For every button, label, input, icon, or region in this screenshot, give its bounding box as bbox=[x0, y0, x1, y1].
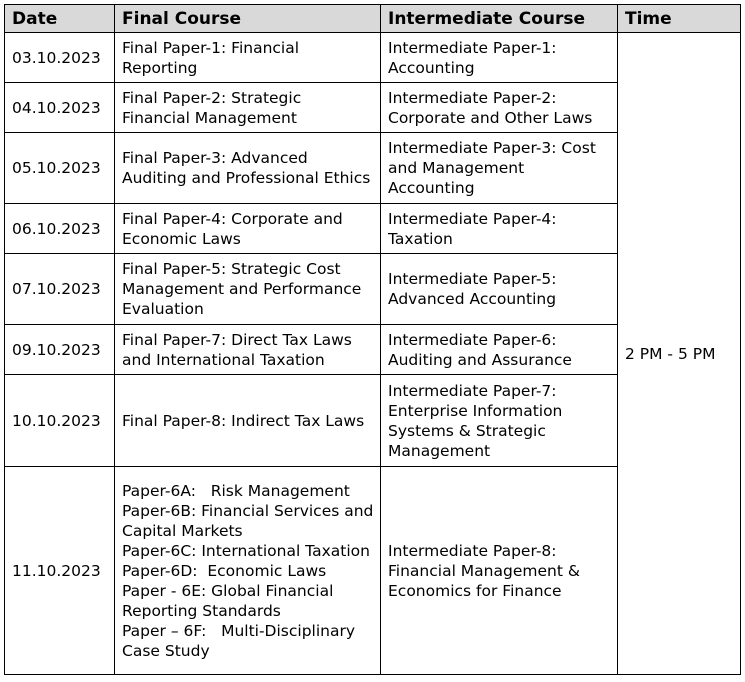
final-paper-line: Paper-6B: Financial Services and bbox=[122, 501, 374, 520]
row-date: 05.10.2023 bbox=[5, 133, 115, 204]
row-date: 11.10.2023 bbox=[5, 467, 115, 675]
row-intermediate-paper: Intermediate Paper-1: Accounting bbox=[381, 33, 618, 83]
row-date: 06.10.2023 bbox=[5, 204, 115, 254]
row-final-paper: Final Paper-8: Indirect Tax Laws bbox=[115, 375, 381, 467]
exam-schedule-table bbox=[4, 4, 741, 675]
table-header bbox=[5, 5, 741, 33]
table-row bbox=[5, 33, 741, 83]
header-final-course: Final Course bbox=[115, 5, 381, 33]
row-final-paper: Final Paper-4: Corporate and Economic Laws bbox=[115, 204, 381, 254]
final-paper-line: Paper - 6E: Global Financial bbox=[122, 581, 334, 600]
row-date: 07.10.2023 bbox=[5, 254, 115, 325]
row-final-paper: Final Paper-3: Advanced Auditing and Professional Ethics bbox=[115, 133, 381, 204]
row-final-paper: Final Paper-1: Financial Reporting bbox=[115, 33, 381, 83]
final-paper-line: Capital Markets bbox=[122, 521, 243, 540]
final-paper-line: Paper-6C: International Taxation bbox=[122, 541, 370, 560]
row-date: 04.10.2023 bbox=[5, 83, 115, 133]
row-intermediate-paper: Intermediate Paper-7: Enterprise Information Systems & Strategic Management bbox=[381, 375, 618, 467]
row-final-paper: Final Paper-5: Strategic Cost Management and Performance Evaluation bbox=[115, 254, 381, 325]
final-paper-line: Reporting Standards bbox=[122, 601, 281, 620]
row-final-paper: Final Paper-7: Direct Tax Laws and International Taxation bbox=[115, 325, 381, 375]
header-row bbox=[5, 5, 741, 33]
row-final-papers-list bbox=[115, 467, 381, 675]
header-date: Date bbox=[5, 5, 115, 33]
final-paper-line: Paper-6D: Economic Laws bbox=[122, 561, 327, 580]
final-paper-line: Case Study bbox=[122, 641, 210, 660]
row-date: 03.10.2023 bbox=[5, 33, 115, 83]
row-date: 10.10.2023 bbox=[5, 375, 115, 467]
header-intermediate-course: Intermediate Course bbox=[381, 5, 618, 33]
time-slot: 2 PM - 5 PM bbox=[618, 33, 741, 675]
final-paper-line: Paper – 6F: Multi-Disciplinary bbox=[122, 621, 356, 640]
row-intermediate-paper: Intermediate Paper-8: Financial Management & Economics for Finance bbox=[381, 467, 618, 675]
table-body bbox=[5, 33, 741, 675]
row-final-paper: Final Paper-2: Strategic Financial Management bbox=[115, 83, 381, 133]
row-intermediate-paper: Intermediate Paper-5: Advanced Accounting bbox=[381, 254, 618, 325]
row-date: 09.10.2023 bbox=[5, 325, 115, 375]
row-intermediate-paper: Intermediate Paper-3: Cost and Management Accounting bbox=[381, 133, 618, 204]
row-intermediate-paper: Intermediate Paper-4: Taxation bbox=[381, 204, 618, 254]
header-time: Time bbox=[618, 5, 741, 33]
row-intermediate-paper: Intermediate Paper-6: Auditing and Assurance bbox=[381, 325, 618, 375]
row-intermediate-paper: Intermediate Paper-2: Corporate and Other Laws bbox=[381, 83, 618, 133]
final-paper-line: Paper-6A: Risk Management bbox=[122, 481, 350, 500]
